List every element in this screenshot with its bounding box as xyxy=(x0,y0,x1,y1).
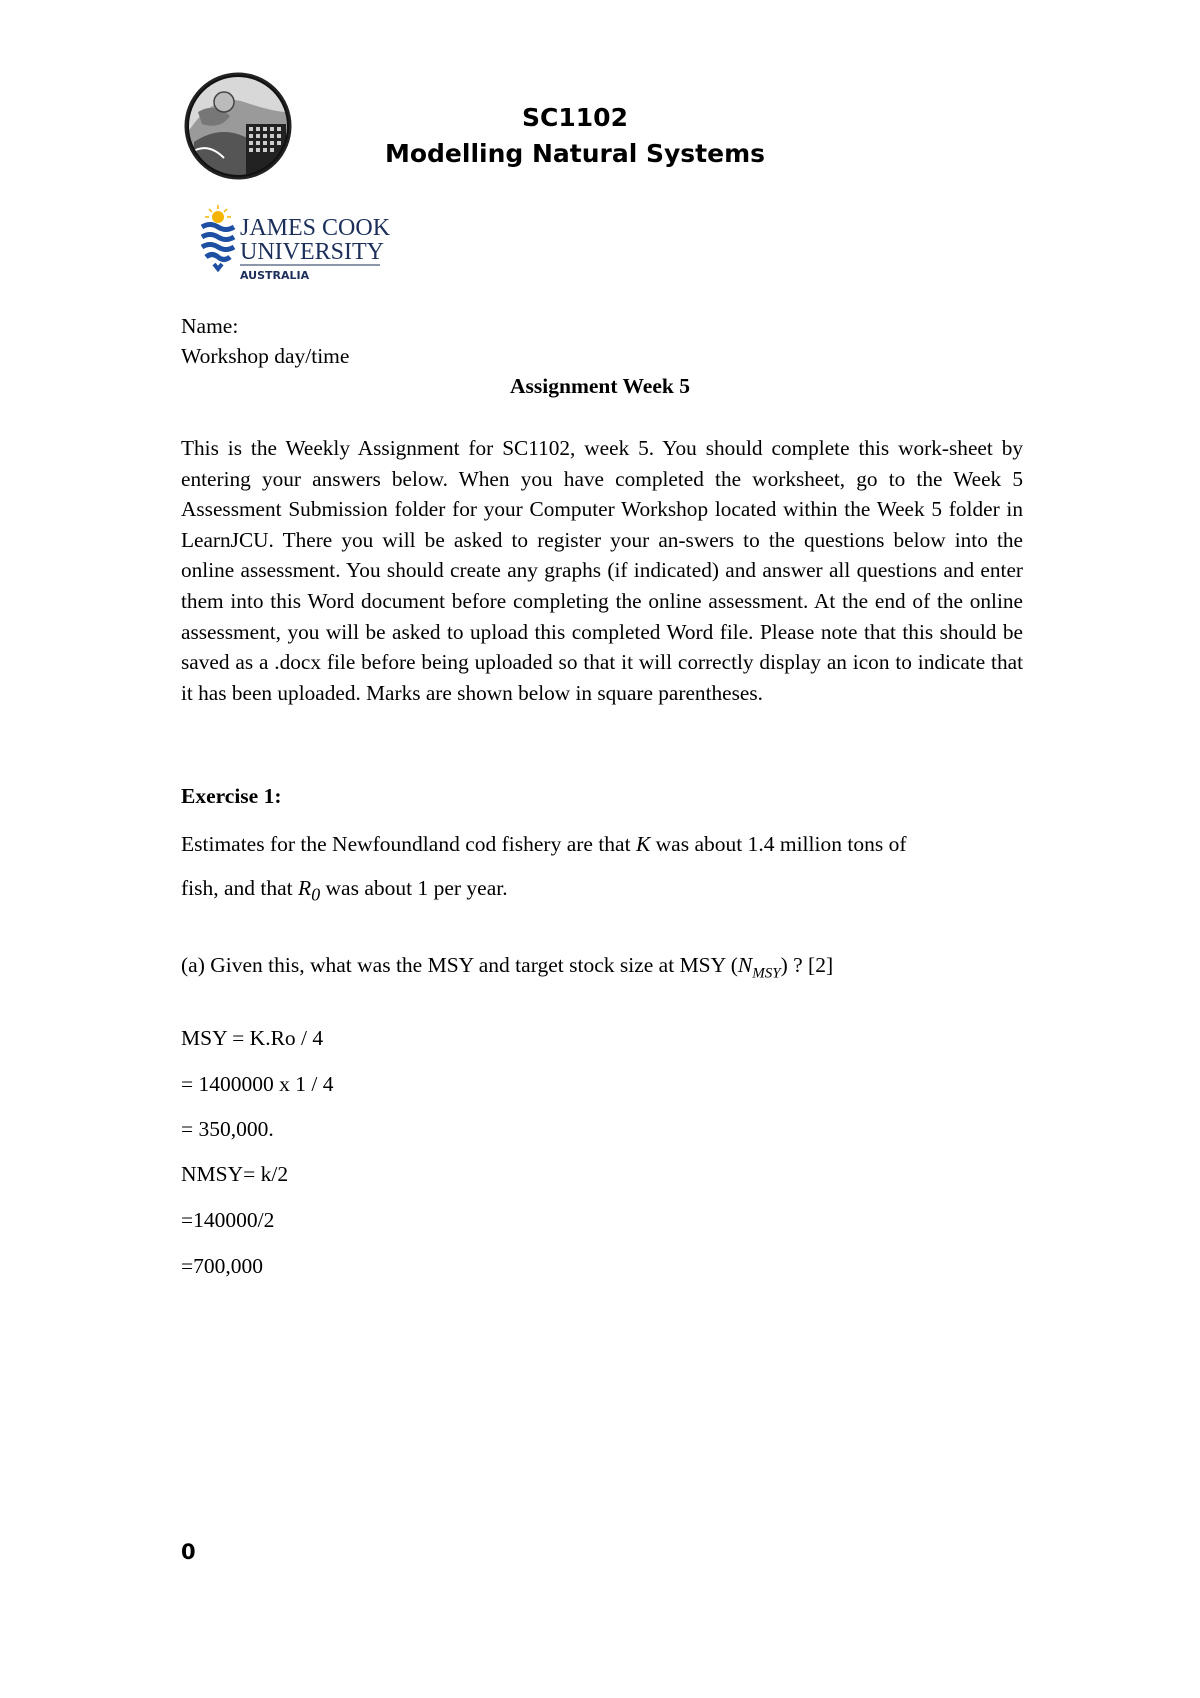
intro-paragraph: This is the Weekly Assignment for SC1102, week 5. You should complete this work-sheet by entering your answers below. When you have completed the worksheet, go to the Week 5 Assessment Submission folder for your Computer Workshop located within the Week 5 folder in LearnJCU. There you will be asked to register your an-swers to the questions below into the online assessment. You should create any graphs (if indicated) and answer all questions and enter them into this Word document before completing the online assessment. At the end of the online assessment, you will be asked to upload this completed Word file. Please note that this should be saved as a .docx file before being uploaded so that it will correctly display an icon to indicate that it has been uploaded. Marks are shown below in square parentheses. xyxy=(181,436,1023,705)
variable-r: R xyxy=(298,876,312,900)
answer-line[interactable]: NMSY= k/2 xyxy=(181,1162,289,1186)
variable-n-sub: MSY xyxy=(752,965,781,982)
answer-line[interactable]: = 350,000. xyxy=(181,1117,274,1141)
assignment-title: Assignment Week 5 xyxy=(510,374,690,398)
answer-line[interactable]: =140000/2 xyxy=(181,1208,275,1232)
workshop-label: Workshop day/time xyxy=(181,344,350,368)
jcu-sun-emblem xyxy=(202,205,234,269)
jcu-logo-line3: AUSTRALIA xyxy=(240,269,310,282)
variable-n: N xyxy=(737,953,753,977)
answer-line[interactable]: MSY = K.Ro / 4 xyxy=(181,1026,324,1050)
jcu-logo-line1: JAMES COOK xyxy=(240,215,391,241)
course-seal-logo xyxy=(184,72,292,180)
course-code: SC1102 xyxy=(522,103,628,132)
jcu-logo xyxy=(198,205,398,285)
jcu-logo-line2: UNIVERSITY xyxy=(240,239,384,265)
answer-line[interactable]: = 1400000 x 1 / 4 xyxy=(181,1072,334,1096)
variable-k: K xyxy=(635,832,651,856)
exercise-title: Exercise 1: xyxy=(181,784,282,808)
variable-r-sub: 0 xyxy=(311,884,321,905)
page-number: 0 xyxy=(181,1540,196,1564)
question-a: (a) Given this, what was the MSY and target stock size at MSY $(N_{MSY})$ ? [2] xyxy=(181,953,834,982)
course-header xyxy=(370,100,780,172)
course-title: Modelling Natural Systems xyxy=(384,139,766,168)
name-label: Name: xyxy=(181,314,239,338)
answer-line[interactable]: =700,000 xyxy=(181,1254,264,1278)
exercise-paragraph: Estimates for the Newfoundland cod fishery are that K was about 1.4 million tons of fish, and that $R_0$ was about 1 per year. xyxy=(181,832,907,905)
